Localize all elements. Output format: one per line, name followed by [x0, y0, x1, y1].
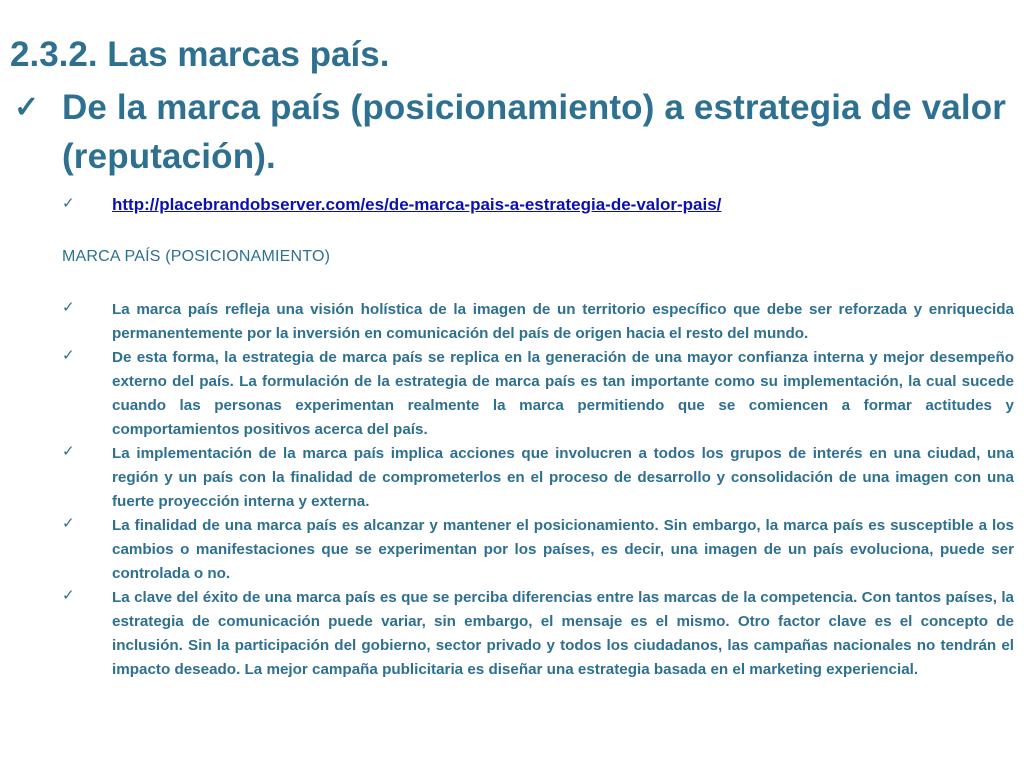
reference-link[interactable]: http://placebrandobserver.com/es/de-marca-pais-a-estrategia-de-valor-pais/ [112, 195, 722, 214]
list-item [62, 298, 1014, 346]
subtitle-row [14, 83, 1018, 181]
list-item [62, 514, 1014, 586]
checkmark-icon: ✓ [62, 195, 75, 212]
checkmark-icon: ✓ [14, 91, 40, 124]
bullet-text: La implementación de la marca país implica acciones que involucren a todos los grupos de interés en una ciudad, una región y un país con la finalidad de comprometerlos en el proceso de desarrollo y consolidación de una imagen con una fuerte proyección interna y externa. [112, 445, 1014, 510]
checkmark-icon: ✓ [62, 299, 75, 316]
checkmark-icon: ✓ [62, 587, 75, 604]
list-item [62, 346, 1014, 442]
bullet-text: La clave del éxito de una marca país es que se perciba diferencias entre las marcas de la competencia. Con tantos países, la estrategia de comunicación puede variar, sin embargo, el mensaje es el mismo. Otro factor clave es el concepto de inclusión. Sin la participación del gobierno, sector privado y todos los ciudadanos, las campañas nacionales no tendrán el impacto deseado. La mejor campaña publicitaria es diseñar una estrategia basada en el marketing experiencial. [112, 589, 1014, 678]
bullet-text: La finalidad de una marca país es alcanzar y mantener el posicionamiento. Sin embargo, la marca país es susceptible a los cambios o manifestaciones que se experimentan por los países, es decir, una imagen de un país evoluciona, puede ser controlada o no. [112, 517, 1014, 582]
link-row [62, 194, 1018, 216]
checkmark-icon: ✓ [62, 515, 75, 532]
bullet-text: La marca país refleja una visión holística de la imagen de un territorio específico que debe ser reforzada y enriquecida permanentemente por la inversión en comunicación del país de origen hacia el resto del mundo. [112, 301, 1014, 342]
list-item [62, 442, 1014, 514]
slide-title: 2.3.2. Las marcas país. [10, 35, 390, 74]
section-heading: MARCA PAÍS (POSICIONAMIENTO) [62, 248, 331, 265]
bullet-list [62, 298, 1014, 682]
checkmark-icon: ✓ [62, 347, 75, 364]
bullet-text: De esta forma, la estrategia de marca país se replica en la generación de una mayor confianza interna y mejor desempeño externo del país. La formulación de la estrategia de marca país es tan importante como su implementación, la cual sucede cuando las personas experimentan realmente la marca permitiendo que se comiencen a formar actitudes y comportamientos positivos acerca del país. [112, 349, 1014, 438]
list-item [62, 586, 1014, 682]
checkmark-icon: ✓ [62, 443, 75, 460]
slide-subtitle: De la marca país (posicionamiento) a estrategia de valor (reputación). [62, 88, 1007, 176]
